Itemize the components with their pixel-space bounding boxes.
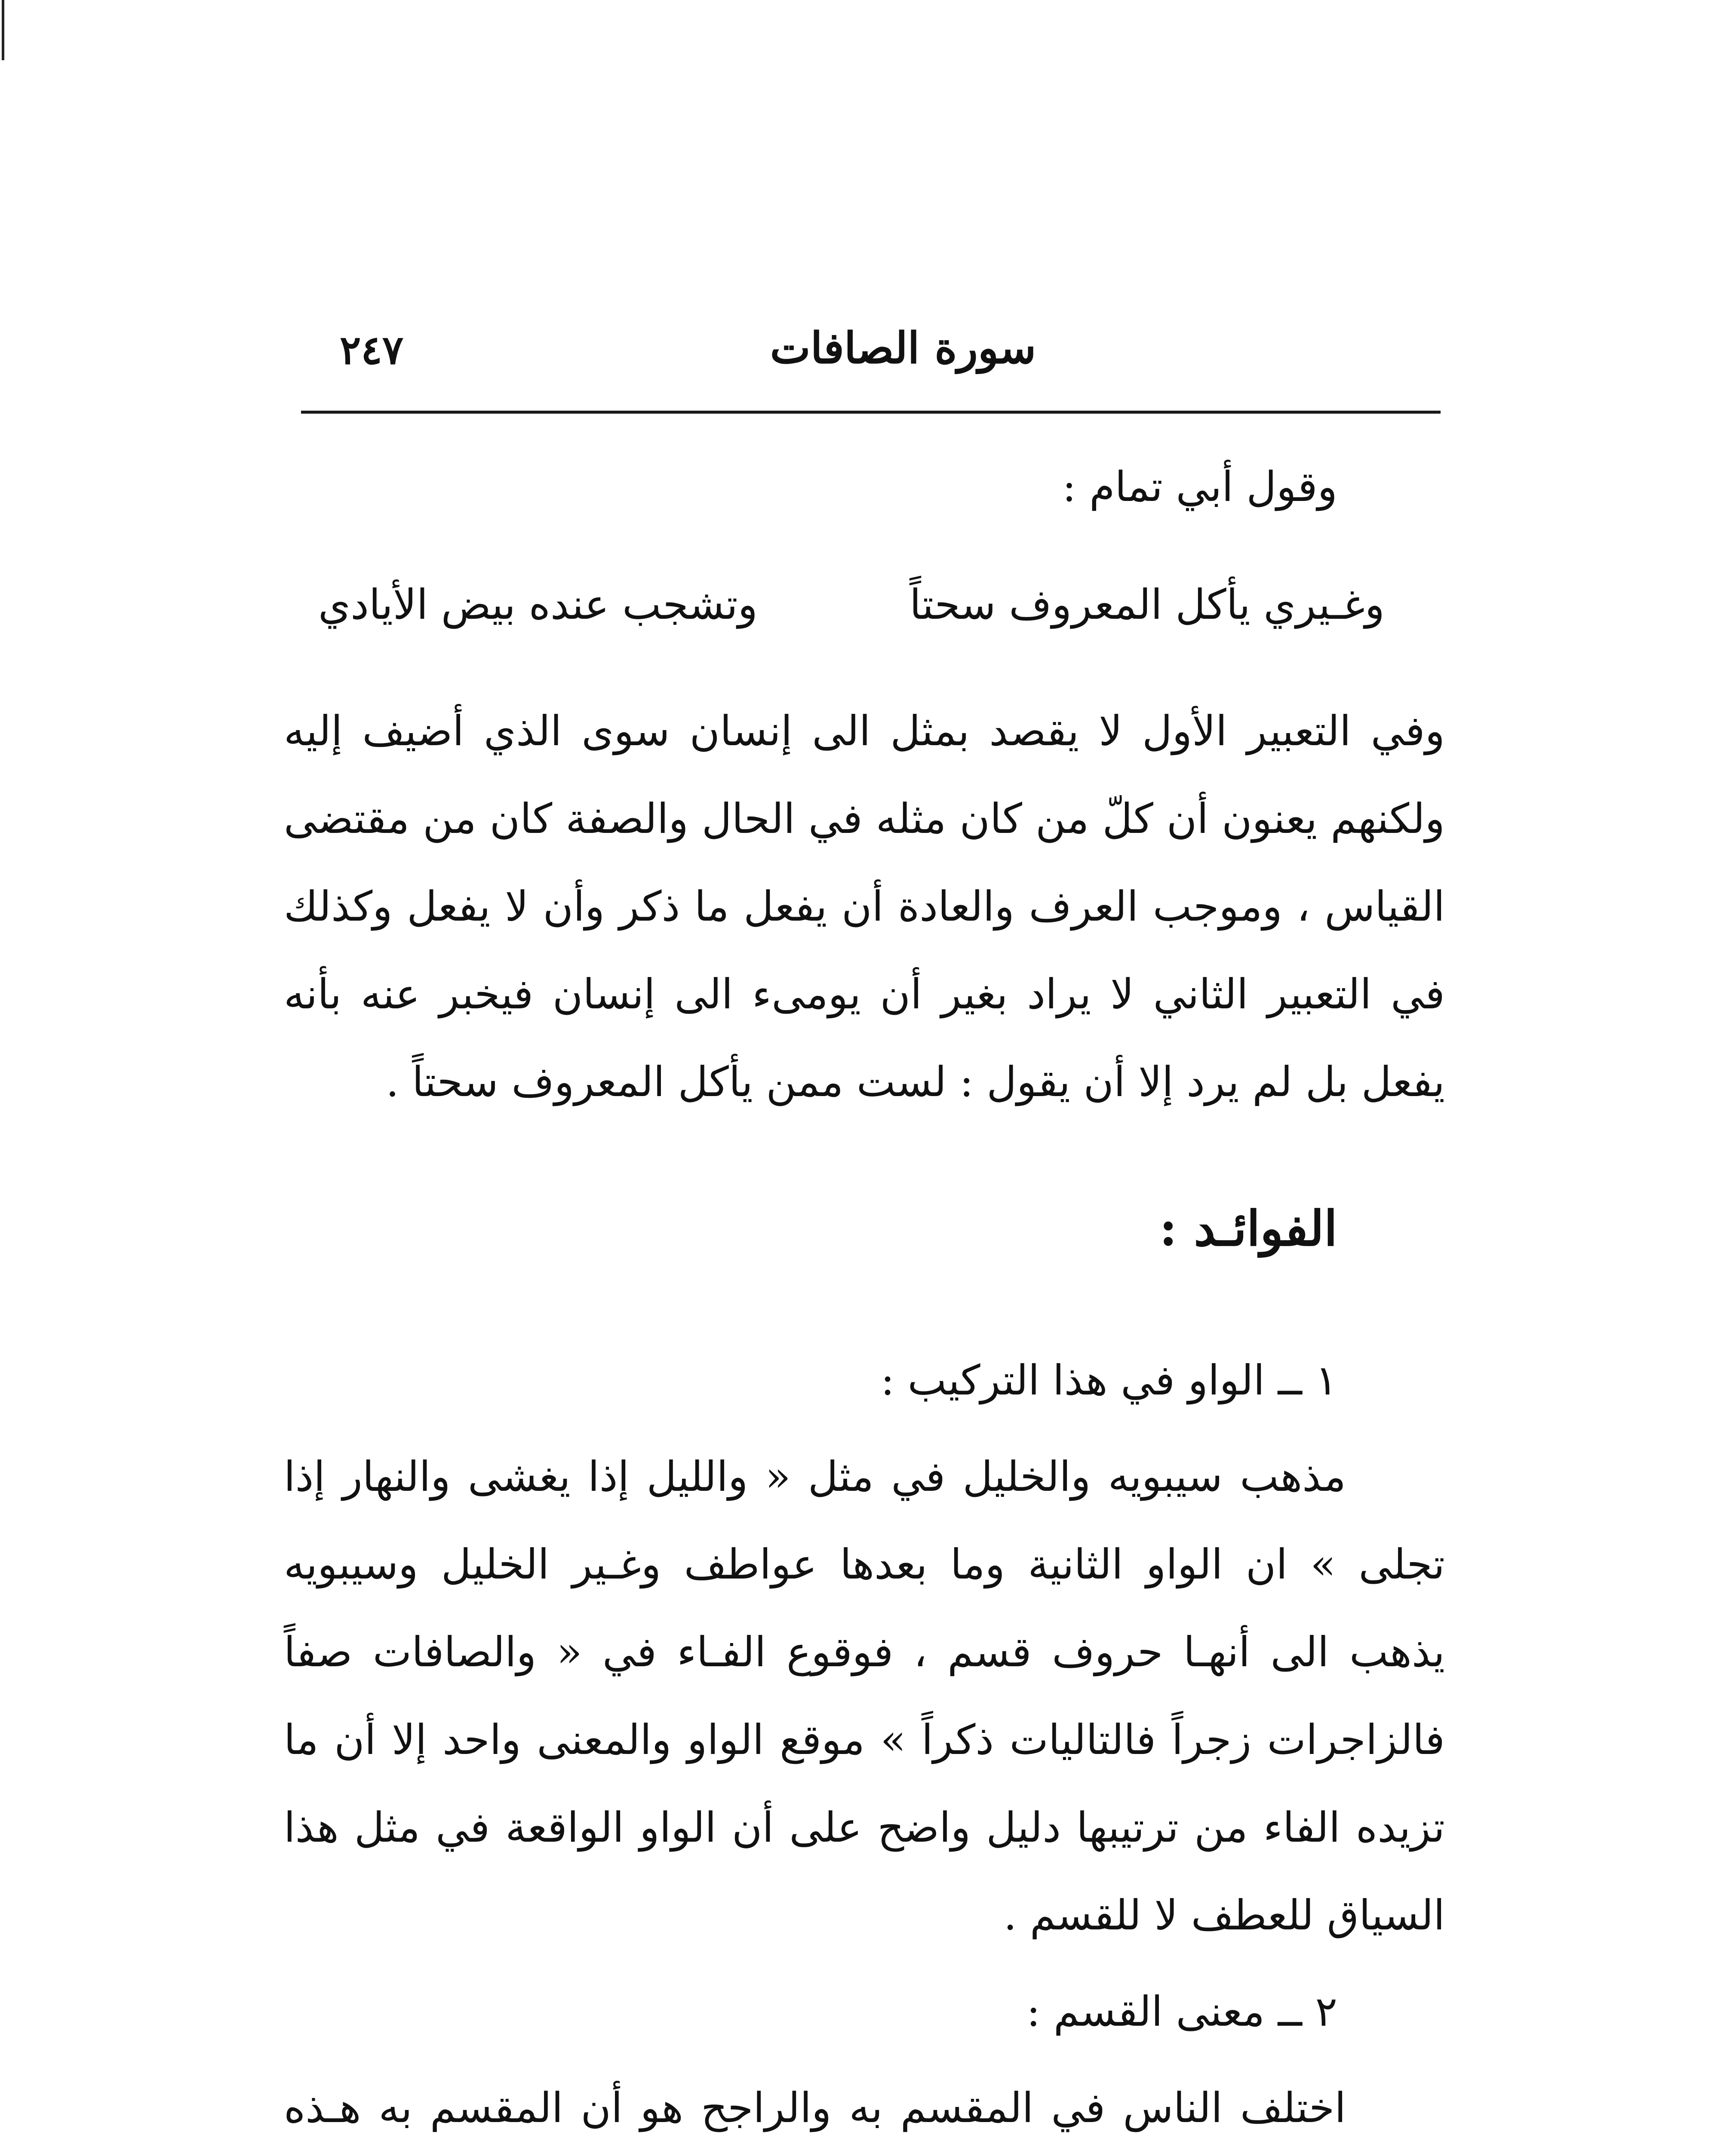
paragraph-2: مذهب سيبويه والخليل في مثل « والليل إذا يغشى والنهار إذا تجلى » ان الواو الثانية وما بعدها عواطف وغـير الخليل وسيبويه يذهب الى أنهـا حروف قسم ، فوقوع الفـاء في « والصافات صفاً فالزاجرات زجراً فالتاليات ذكراً » موقع الواو والمعنى واحد إلا أن ما تزيده الفاء من ترتيبها دليل واضح على أن الواو الواقعة في مثل هذا السياق للعطف لا للقسم . <box>284 1453 1445 1939</box>
intro-line: وقول أبي تمام : <box>1062 463 1337 511</box>
paragraph-3: اختلف الناس في المقسم به والراجح هو أن المقسم به هـذه <box>284 2084 1346 2132</box>
running-title: سورة الصافات <box>770 322 1036 373</box>
subheading-1: ١ ــ الواو في هذا التركيب : <box>880 1356 1337 1404</box>
poetry-verse <box>284 561 1445 648</box>
verse-second-hemistich: وتشجب عنده بيض الأيادي <box>318 580 758 629</box>
header-rule <box>301 411 1441 414</box>
subheading-2: ٢ ــ معنى القسم : <box>1026 1987 1337 2036</box>
page-number: ٢٤٧ <box>340 327 404 373</box>
paragraph-1: وفي التعبير الأول لا يقصد بمثل الى إنسان سوى الذي أضيف إليه ولكنهم يعنون أن كلّ من كان مثله في الحال والصفة كان من مقتضى القياس ، وموجب العرف والعادة أن يفعل ما ذكر وأن لا يفعل وكذلك في التعبير الثاني لا يراد بغير أن يومىء الى إنسان فيخبر عنه بأنه يفعل بل لم يرد إلا أن يقول : لست ممن يأكل المعروف سحتاً . <box>284 707 1445 1106</box>
page-header <box>301 310 1441 383</box>
body-text <box>284 443 1445 2150</box>
scan-edge-mark <box>2 0 4 60</box>
section-heading: الفوائـد : <box>1159 1201 1337 1257</box>
verse-first-hemistich: وغـيري يأكل المعروف سحتاً <box>909 580 1385 629</box>
